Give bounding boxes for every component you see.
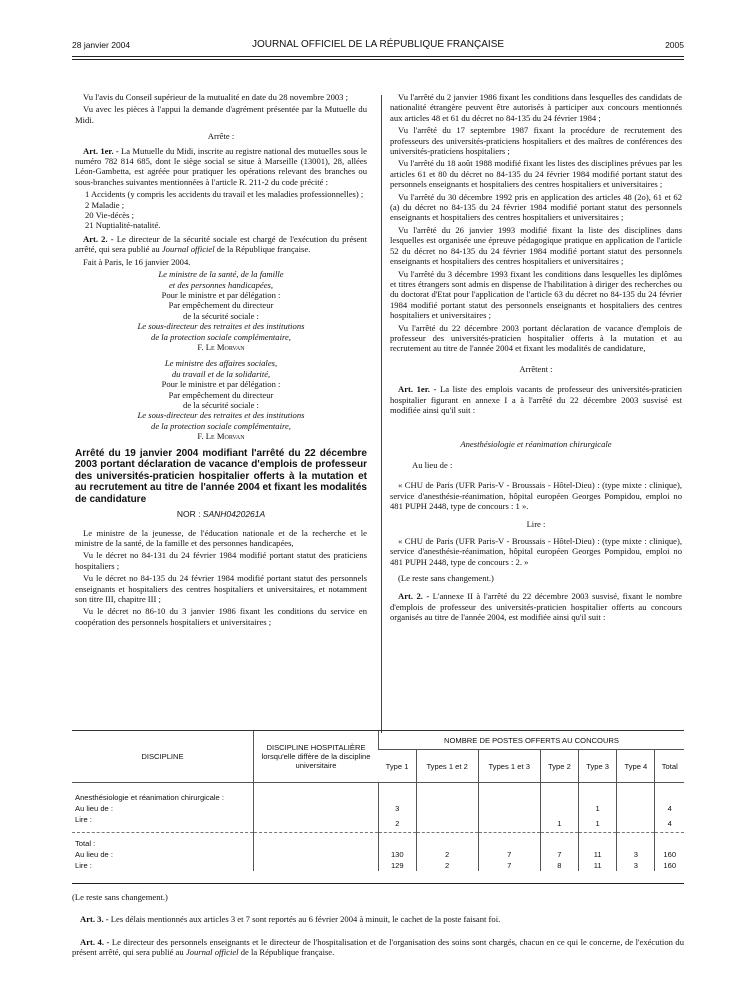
column-group-header: NOMBRE DE POSTES OFFERTS AU CONCOURS <box>379 731 685 750</box>
article-text: La liste des emplois vacants de professeur des universités-praticien hospitalier figurant en annexe I a à l'arrêté du 22 décembre 2003 susvisé est modifiée ainsi qu'il suit : <box>390 384 682 415</box>
table-cell: 1 <box>579 814 617 833</box>
table-cell <box>579 783 617 804</box>
sig-line: de la sécurité sociale : <box>183 399 259 410</box>
column-header: Type 2 <box>540 750 578 783</box>
article-text: de la République française. <box>214 244 311 255</box>
paragraph: Vu l'arrêté du 17 septembre 1987 fixant la procédure de recrutement des professeurs des universités-praticiens hospitaliers et des maîtres de conférences des universités-praticiens hospitaliers ; <box>390 125 682 157</box>
table-cell: 11 <box>579 860 617 871</box>
table-cell <box>540 803 578 814</box>
sig-line: Le sous-directeur des retraites et des institutions <box>137 321 305 332</box>
row-label: Lire : <box>75 861 92 870</box>
table-cell <box>416 783 478 804</box>
table-cell: 3 <box>617 849 655 860</box>
sig-line: Pour le ministre et par délégation : <box>161 379 281 390</box>
signatory-name: F. Le Morvan <box>197 341 245 352</box>
page-number: 2005 <box>665 40 684 50</box>
article-text: Le directeur des personnels enseignants et le directeur de l'hospitalisation et de l'organisation des soins sont chargés, chacun en ce qui le concerne, de l'exécution du présent arrêté, qui sera publié au <box>72 936 684 958</box>
table-cell <box>617 814 655 833</box>
quoted-text: « CHU de Paris (UFR Paris-V - Broussais - Hôtel-Dieu) : (type mixte : clinique), service d'anesthésie-réanimation, hôpital européen Georges Pompidou, emploi no 481 PUPH 2448, type de concours : 1 ». <box>390 480 682 511</box>
article-text: La Mutuelle du Midi, inscrite au registre national des mutuelles sous le numéro 782 814 685, dont le siège social se situe à Marseille (13001), 28, allées Léon-Gambetta, est agréée pour pratiquer les opérations relevant des branches ou sous-branches suivantes mentionnées à l'article R. 211-2 du code précité : <box>75 145 367 187</box>
table-cell: 2 <box>379 814 417 833</box>
article-label: Art. 1er. - <box>398 384 437 395</box>
reste-note: (Le reste sans changement.) <box>398 573 494 584</box>
footer-text <box>72 892 684 958</box>
table-cell <box>254 803 379 814</box>
header-date: 28 janvier 2004 <box>72 40 131 50</box>
nor-label: NOR : <box>176 509 203 520</box>
column-header: Types 1 et 2 <box>416 750 478 783</box>
list-item: 20 Vie-décès ; <box>85 210 134 221</box>
table-cell <box>416 833 478 850</box>
journal-ref: Journal officiel <box>161 244 215 255</box>
sig-line: de la protection sociale complémentaire, <box>151 331 291 342</box>
article-text: Le directeur de la sécurité sociale est chargé de l'exécution du présent arrêté, qui sera publié au <box>75 233 367 255</box>
table-cell <box>254 849 379 860</box>
signature-block <box>75 269 367 352</box>
article-1 <box>75 146 367 188</box>
table-cell <box>478 814 540 833</box>
article-3 <box>72 914 684 924</box>
list-item: 1 Accidents (y compris les accidents du travail et les maladies professionnelles) ; <box>85 189 364 200</box>
table-cell: 2 <box>416 860 478 871</box>
table-cell <box>617 833 655 850</box>
row-label: Au lieu de : <box>75 850 113 859</box>
posts-table <box>72 730 684 871</box>
article-text: Les délais mentionnés aux articles 3 et 7 sont reportés au 6 février 2004 à minuit, le cachet de la poste faisant foi. <box>108 914 501 925</box>
journal-ref: Journal officiel <box>185 947 239 958</box>
table-cell <box>540 833 578 850</box>
table-cell <box>579 833 617 850</box>
sig-line: du travail et de la solidarité, <box>171 368 271 379</box>
paragraph: Vu le décret no 84-135 du 24 février 1984 modifié portant statut des personnels enseignants et hospitaliers des centres hospitaliers et universitaires, et notamment son titre III, chapitre III ; <box>75 573 367 604</box>
quoted-text: « CHU de Paris (UFR Paris-V - Broussais - Hôtel-Dieu) : (type mixte : clinique), service d'anesthésie-réanimation, hôpital européen Georges Pompidou, emploi no 481 PUPH 2448, type de concours : 2. » <box>390 535 682 567</box>
signature-block <box>75 358 367 441</box>
table-cell: 3 <box>617 860 655 871</box>
paragraph: Vu l'arrêté du 2 janvier 1986 fixant les conditions dans lesquelles des candidats de nationalité étrangère peuvent être autorisés à participer aux concours mentionnés aux articles 48 et 61 du décret no 84-135 du 24 février 1984 ; <box>390 92 682 123</box>
sig-line: de la sécurité sociale : <box>183 310 259 321</box>
table-cell <box>478 803 540 814</box>
sig-line: Le ministre des affaires sociales, <box>164 358 278 369</box>
article-2 <box>390 591 682 622</box>
left-column <box>75 92 367 629</box>
table-cell: 2 <box>416 849 478 860</box>
table-cell: 130 <box>379 849 417 860</box>
row-label: Anesthésiologie et réanimation chirurgicale : <box>75 793 225 802</box>
article-2 <box>75 234 367 255</box>
column-header: Type 1 <box>379 750 417 783</box>
row-label: Lire : <box>75 815 92 824</box>
table-cell: 1 <box>540 814 578 833</box>
sig-line: et des personnes handicapées, <box>168 279 274 290</box>
row-label: Total : <box>72 833 254 850</box>
list-item: 21 Nuptialité-natalité. <box>85 220 161 231</box>
table-cell: 160 <box>655 860 684 871</box>
table-row <box>72 849 684 860</box>
table-cell: 4 <box>655 814 684 833</box>
article-1 <box>390 384 682 415</box>
table-cell <box>478 833 540 850</box>
list-item: 2 Maladie ; <box>85 199 125 210</box>
article-text: L'annexe II à l'arrêté du 22 décembre 2003 susvisé, fixant le nombre d'emplois de professeur des universités-praticien hospitalier offerts au concours organisés au titre de l'année 2004, est modifiée ainsi qu'il suit : <box>390 591 682 623</box>
table-cell <box>379 783 417 804</box>
journal-title: JOURNAL OFFICIEL DE LA RÉPUBLIQUE FRANÇAISE <box>251 39 505 50</box>
table-cell <box>655 783 684 804</box>
paragraph: Vu l'arrêté du 18 août 1988 modifié fixant les listes des disciplines prévues par les articles 61 et 80 du décret no 84-135 du 24 février 1984 modifié portant statut des personnels enseignants et hospitaliers des centres hospitaliers et universitaires ; <box>390 158 682 190</box>
table-bottom-rule <box>72 883 684 884</box>
table-cell <box>617 803 655 814</box>
article-4 <box>72 937 684 958</box>
table-cell: 160 <box>655 849 684 860</box>
paragraph: Vu l'arrêté du 26 janvier 1993 modifié fixant la liste des disciplines dans lesquelles est organisée une épreuve pédagogique pratique en application de l'article 52 du décret no 84-135 du 24 février 1984 modifié portant statut des personnels enseignants et hospitaliers des centres hospitaliers et universitaires ; <box>390 224 682 267</box>
paragraph: Le ministre de la jeunesse, de l'éducation nationale et de la recherche et le ministre de la santé, de la famille et des personnes handicapées, <box>75 527 367 548</box>
nor-reference <box>75 509 367 519</box>
table-cell: 1 <box>579 803 617 814</box>
reste-note: (Le reste sans changement.) <box>72 892 168 902</box>
paragraph: Vu l'arrêté du 30 décembre 1992 pris en application des articles 48 (2o), 61 et 62 (a) du décret no 84-135 du 24 février 1984 modifié portant statut des personnels enseignants et hospitaliers des centres hospitaliers et universitaires ; <box>390 191 682 223</box>
table-cell <box>478 783 540 804</box>
article-label: Art. 1er. - <box>83 145 119 156</box>
table-cell <box>617 783 655 804</box>
article-label: Art. 3. - <box>80 914 109 925</box>
column-header: Total <box>655 750 684 783</box>
article-label: Art. 2. - <box>83 233 114 244</box>
right-column <box>390 92 682 625</box>
table-row <box>72 803 684 814</box>
sig-line: Par empêchement du directeur <box>168 389 274 400</box>
table-cell: 7 <box>478 849 540 860</box>
column-header: Type 4 <box>617 750 655 783</box>
arretent-heading: Arrêtent : <box>519 363 553 374</box>
sig-line: de la protection sociale complémentaire, <box>151 420 291 431</box>
arrete-title: Arrêté du 19 janvier 2004 modifiant l'arrêté du 22 décembre 2003 portant déclaration de vacance d'emplois de professeur des universités-praticien hospitalier offerts à la mutation et au recrutement au titre de l'année 2004 et fixant les modalités de candidature <box>75 447 367 505</box>
article-label: Art. 4. - <box>80 936 110 947</box>
table-cell: 7 <box>478 860 540 871</box>
table-cell <box>416 803 478 814</box>
table-cell <box>254 814 379 833</box>
table-cell: 3 <box>379 803 417 814</box>
table-cell <box>655 833 684 850</box>
column-header: Types 1 et 3 <box>478 750 540 783</box>
table-row <box>72 860 684 871</box>
paragraph: Vu le décret no 86-10 du 3 janvier 1986 fixant les conditions du service en coopération des personnels hospitaliers et universitaires ; <box>75 606 367 627</box>
paragraph: Vu l'arrêté du 3 décembre 1993 fixant les conditions dans lesquelles les diplômes et titres étrangers sont admis en dispense de l'habilitation à diriger des recherches ou du doctorat d'Etat pour l'application de l'article 63 du décret no 84-135 du 24 février 1984 modifié portant statut des personnels enseignants et hospitaliers des centres hospitaliers et universitaires ; <box>390 268 682 321</box>
section-heading: Anesthésiologie et réanimation chirurgicale <box>460 439 612 450</box>
lire-heading: Lire : <box>526 519 546 530</box>
table-cell: 7 <box>540 849 578 860</box>
table-row <box>72 833 684 850</box>
table-cell: 4 <box>655 803 684 814</box>
sig-line: Par empêchement du directeur <box>168 300 274 311</box>
nor-code: SANH0420261A <box>202 509 266 520</box>
table-cell <box>254 860 379 871</box>
table-cell <box>540 783 578 804</box>
table-row <box>72 814 684 833</box>
column-header: DISCIPLINE HOSPITALIÈRE lorsqu'elle diffère de la discipline universitaire <box>254 731 379 783</box>
au-lieu-heading: Au lieu de : <box>412 459 453 470</box>
article-label: Art. 2. - <box>398 591 430 602</box>
paragraph: Vu l'avis du Conseil supérieur de la mutualité en date du 28 novembre 2003 ; <box>83 92 348 102</box>
table-cell <box>254 783 379 804</box>
signatory-name: F. Le Morvan <box>197 431 245 442</box>
sig-line: Le sous-directeur des retraites et des institutions <box>137 410 305 421</box>
paragraph: Vu l'arrêté du 22 décembre 2003 portant déclaration de vacance d'emplois de professeur des universités-praticien hospitalier offerts à la mutation et au recrutement au titre de l'année 2004 et fixant les modalités de candidature, <box>390 322 682 354</box>
table-row <box>72 783 684 804</box>
table-cell <box>379 833 417 850</box>
branch-list <box>85 189 367 231</box>
table-cell <box>254 833 379 850</box>
table-cell: 129 <box>379 860 417 871</box>
table-cell <box>416 814 478 833</box>
header-rule-2 <box>72 59 684 60</box>
sig-line: Pour le ministre et par délégation : <box>161 289 281 300</box>
paragraph: Vu avec les pièces à l'appui la demande d'agrément présentée par la Mutuelle du Midi. <box>75 104 367 125</box>
sig-line: Le ministre de la santé, de la famille <box>158 269 284 280</box>
row-label: Au lieu de : <box>75 804 113 813</box>
article-text: de la République française. <box>238 947 335 958</box>
date-line: Fait à Paris, le 16 janvier 2004. <box>83 256 191 267</box>
header-rule <box>72 56 684 57</box>
table-cell: 11 <box>579 849 617 860</box>
column-header: Type 3 <box>579 750 617 783</box>
arrete-heading: Arrête : <box>207 131 235 142</box>
paragraph: Vu le décret no 84-131 du 24 février 1984 modifié portant statut des praticiens hospitaliers ; <box>75 550 367 571</box>
column-header: DISCIPLINE <box>72 731 254 783</box>
column-separator <box>381 95 382 733</box>
table-cell: 8 <box>540 860 578 871</box>
